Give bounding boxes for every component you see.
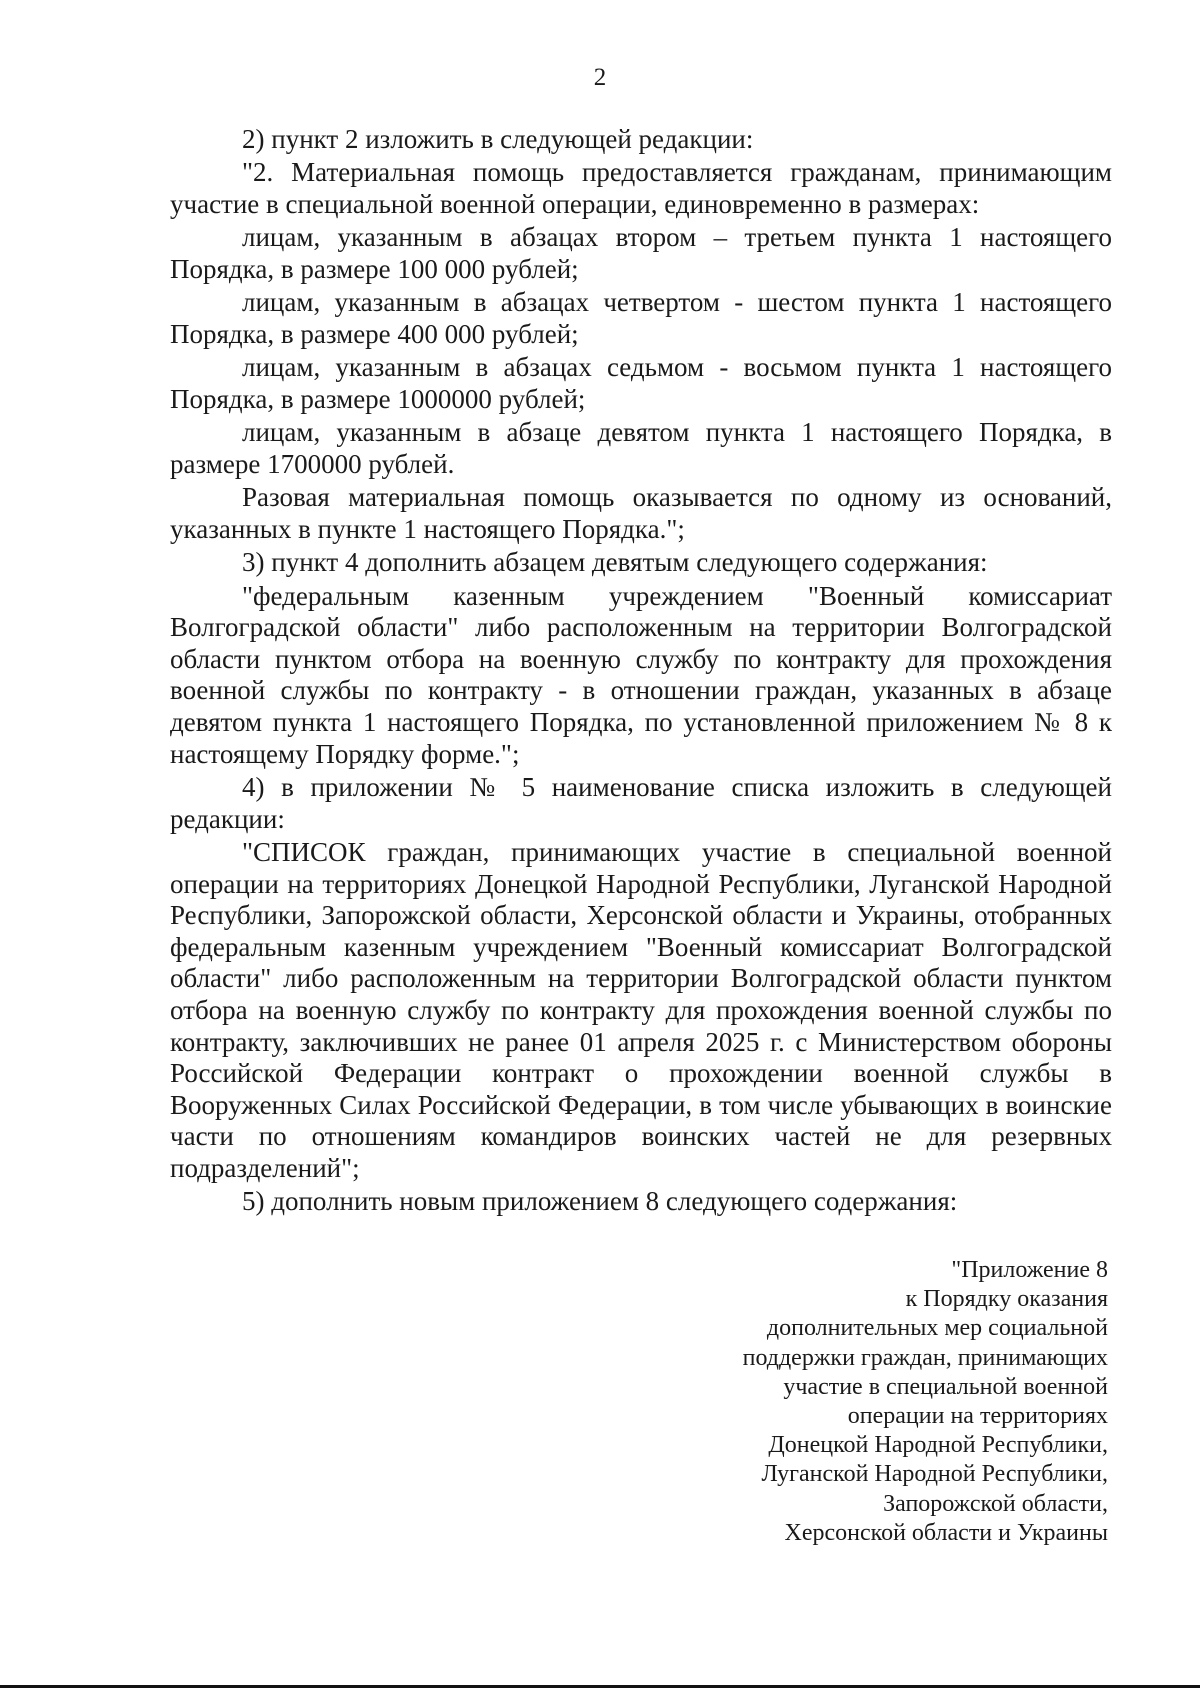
- paragraph-item-4: 4) в приложении № 5 наименование списка изложить в следующей редакции:: [170, 772, 1112, 834]
- appendix-line: Запорожской области,: [883, 1490, 1108, 1517]
- paragraph-amount-1700000: лицам, указанным в абзаце девятом пункта 1 настоящего Порядка, в размере 1700000 рублей.: [170, 417, 1112, 479]
- paragraph-item-3: 3) пункт 4 дополнить абзацем девятым следующего содержания:: [242, 547, 988, 578]
- appendix-line: Херсонской области и Украины: [784, 1519, 1108, 1546]
- appendix-line: участие в специальной военной: [783, 1373, 1108, 1400]
- paragraph-list-title: "СПИСОК граждан, принимающих участие в специальной военной операции на территориях Донецкой Народной Республики, Луганской Народной Республики, Запорожской области, Херсонской области и Украины, отобранных федеральным казенным учреждением "Военный комиссариат Волгоградской области" либо расположенным на территории Волгоградской области пунктом отбора на военную службу по контракту для прохождения военной службы по контракту, заключивших не ранее 01 апреля 2025 г. с Министерством обороны Российской Федерации контракт о прохождении военной службы в Вооруженных Силах Российской Федерации, в том числе убывающих в воинские части по отношениям командиров воинских частей не для резервных подразделений";: [170, 837, 1112, 1183]
- document-body: [170, 124, 1112, 1220]
- paragraph-one-time-aid: Разовая материальная помощь оказывается по одному из оснований, указанных в пункте 1 настоящего Порядка.";: [170, 482, 1112, 544]
- paragraph-material-aid: "2. Материальная помощь предоставляется гражданам, принимающим участие в специальной военной операции, единовременно в размерах:: [170, 157, 1112, 219]
- appendix-line: поддержки граждан, принимающих: [742, 1344, 1108, 1371]
- appendix-line: к Порядку оказания: [905, 1286, 1108, 1313]
- paragraph-amount-1000000: лицам, указанным в абзацах седьмом - восьмом пункта 1 настоящего Порядка, в размере 1000000 рублей;: [170, 352, 1112, 414]
- paragraph-military-commissariat: "федеральным казенным учреждением "Военный комиссариат Волгоградской области" либо расположенным на территории Волгоградской области пунктом отбора на военную службу по контракту для прохождения военной службы по контракту - в отношении граждан, указанных в абзаце девятом пункта 1 настоящего Порядка, по установленной приложением № 8 к настоящему Порядку форме.";: [170, 580, 1112, 769]
- appendix-line: "Приложение 8: [951, 1257, 1108, 1283]
- paragraph-amount-400000: лицам, указанным в абзацах четвертом - шестом пункта 1 настоящего Порядка, в размере 400 000 рублей;: [170, 287, 1112, 349]
- appendix-line: операции на территориях: [847, 1403, 1108, 1430]
- paragraph-item-2: 2) пункт 2 изложить в следующей редакции:: [242, 124, 754, 154]
- paragraph-amount-100000: лицам, указанным в абзацах втором – третьем пункта 1 настоящего Порядка, в размере 100 000 рублей;: [170, 222, 1112, 284]
- appendix-line: дополнительных мер социальной: [766, 1315, 1108, 1342]
- page-number: 2: [593, 64, 607, 91]
- appendix-line: Луганской Народной Республики,: [761, 1461, 1108, 1488]
- paragraph-item-5: 5) дополнить новым приложением 8 следующего содержания:: [242, 1186, 958, 1217]
- scan-bottom-edge: [0, 1685, 1200, 1688]
- appendix-heading: [648, 1256, 1108, 1548]
- appendix-line: Донецкой Народной Республики,: [768, 1432, 1108, 1459]
